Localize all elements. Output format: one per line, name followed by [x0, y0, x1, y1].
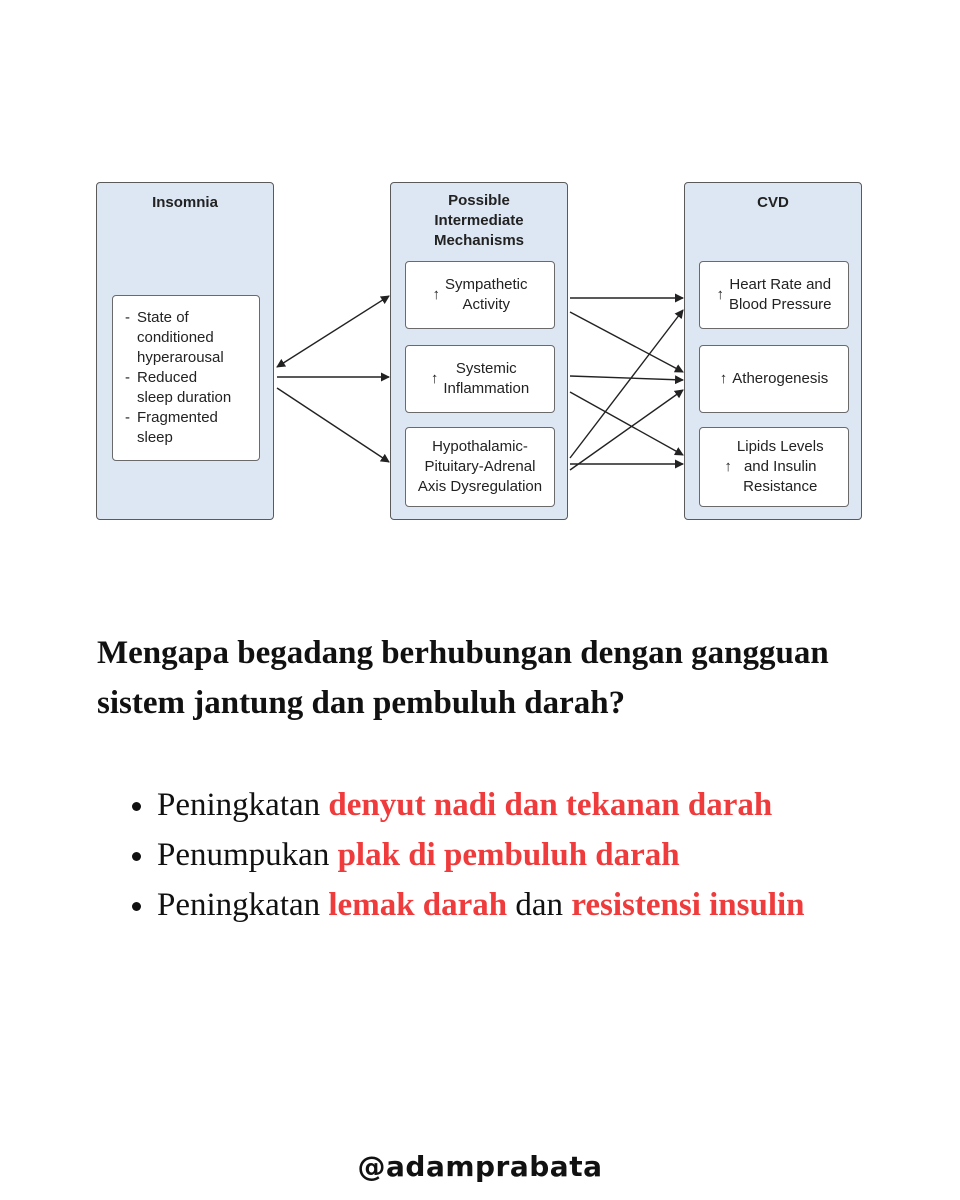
- point-highlight: resistensi insulin: [571, 887, 805, 923]
- box-label: Hypothalamic- Pituitary-Adrenal Axis Dysregulation: [417, 438, 543, 495]
- item-line: sleep duration: [137, 389, 232, 406]
- point-item: [157, 880, 947, 930]
- box-label: Sympathetic Activity: [444, 276, 528, 313]
- item-line: hyperarousal: [137, 349, 224, 366]
- up-arrow-icon: ↑: [719, 370, 728, 387]
- point-highlight: denyut nadi dan tekanan darah: [328, 787, 773, 823]
- bullet-dash: -: [125, 409, 130, 426]
- up-arrow-icon: ↑: [430, 370, 439, 387]
- arrow-insomnia-hpa: [277, 388, 389, 462]
- bullet-dash: -: [125, 309, 130, 326]
- arrow-hpa-heartrate: [570, 310, 683, 458]
- point-highlight: plak di pembuluh darah: [337, 837, 680, 873]
- point-prefix: Penumpukan: [157, 837, 338, 873]
- box-label: Heart Rate and Blood Pressure: [728, 276, 832, 313]
- insomnia-title: Insomnia: [152, 194, 218, 211]
- question-heading: Mengapa begadang berhubungan dengan gangguan sistem jantung dan pembuluh darah?: [97, 635, 829, 721]
- point-middle: dan: [507, 887, 572, 923]
- box-label: Atherogenesis: [732, 370, 829, 387]
- item-line: Reduced: [137, 369, 198, 386]
- up-arrow-icon: ↑: [716, 286, 724, 303]
- arrow-insomnia-sympathetic: [277, 296, 389, 367]
- cvd-title: CVD: [757, 194, 789, 211]
- up-arrow-icon: ↑: [432, 286, 440, 303]
- box-label: Systemic Inflammation: [443, 360, 530, 397]
- point-highlight: lemak darah: [328, 887, 508, 923]
- bullet-dash: -: [125, 369, 130, 386]
- up-arrow-icon: ↑: [724, 458, 732, 475]
- arrow-sympathetic-atherogenesis: [570, 312, 683, 372]
- item-line: Fragmented: [137, 409, 218, 426]
- arrow-inflammation-atherogenesis: [570, 376, 683, 380]
- item-line: sleep: [137, 429, 173, 446]
- points-list: [122, 780, 947, 930]
- point-prefix: Peningkatan: [157, 787, 329, 823]
- box-label: Lipids Levels and Insulin Resistance: [736, 438, 824, 495]
- point-item: [157, 830, 947, 880]
- point-item: [157, 780, 947, 830]
- point-prefix: Peningkatan: [157, 887, 329, 923]
- author-handle: @adamprabata: [357, 1150, 603, 1183]
- item-line: conditioned: [137, 329, 214, 346]
- mechanisms-title: Possible Intermediate Mechanisms: [433, 192, 525, 249]
- item-line: State of: [137, 309, 189, 326]
